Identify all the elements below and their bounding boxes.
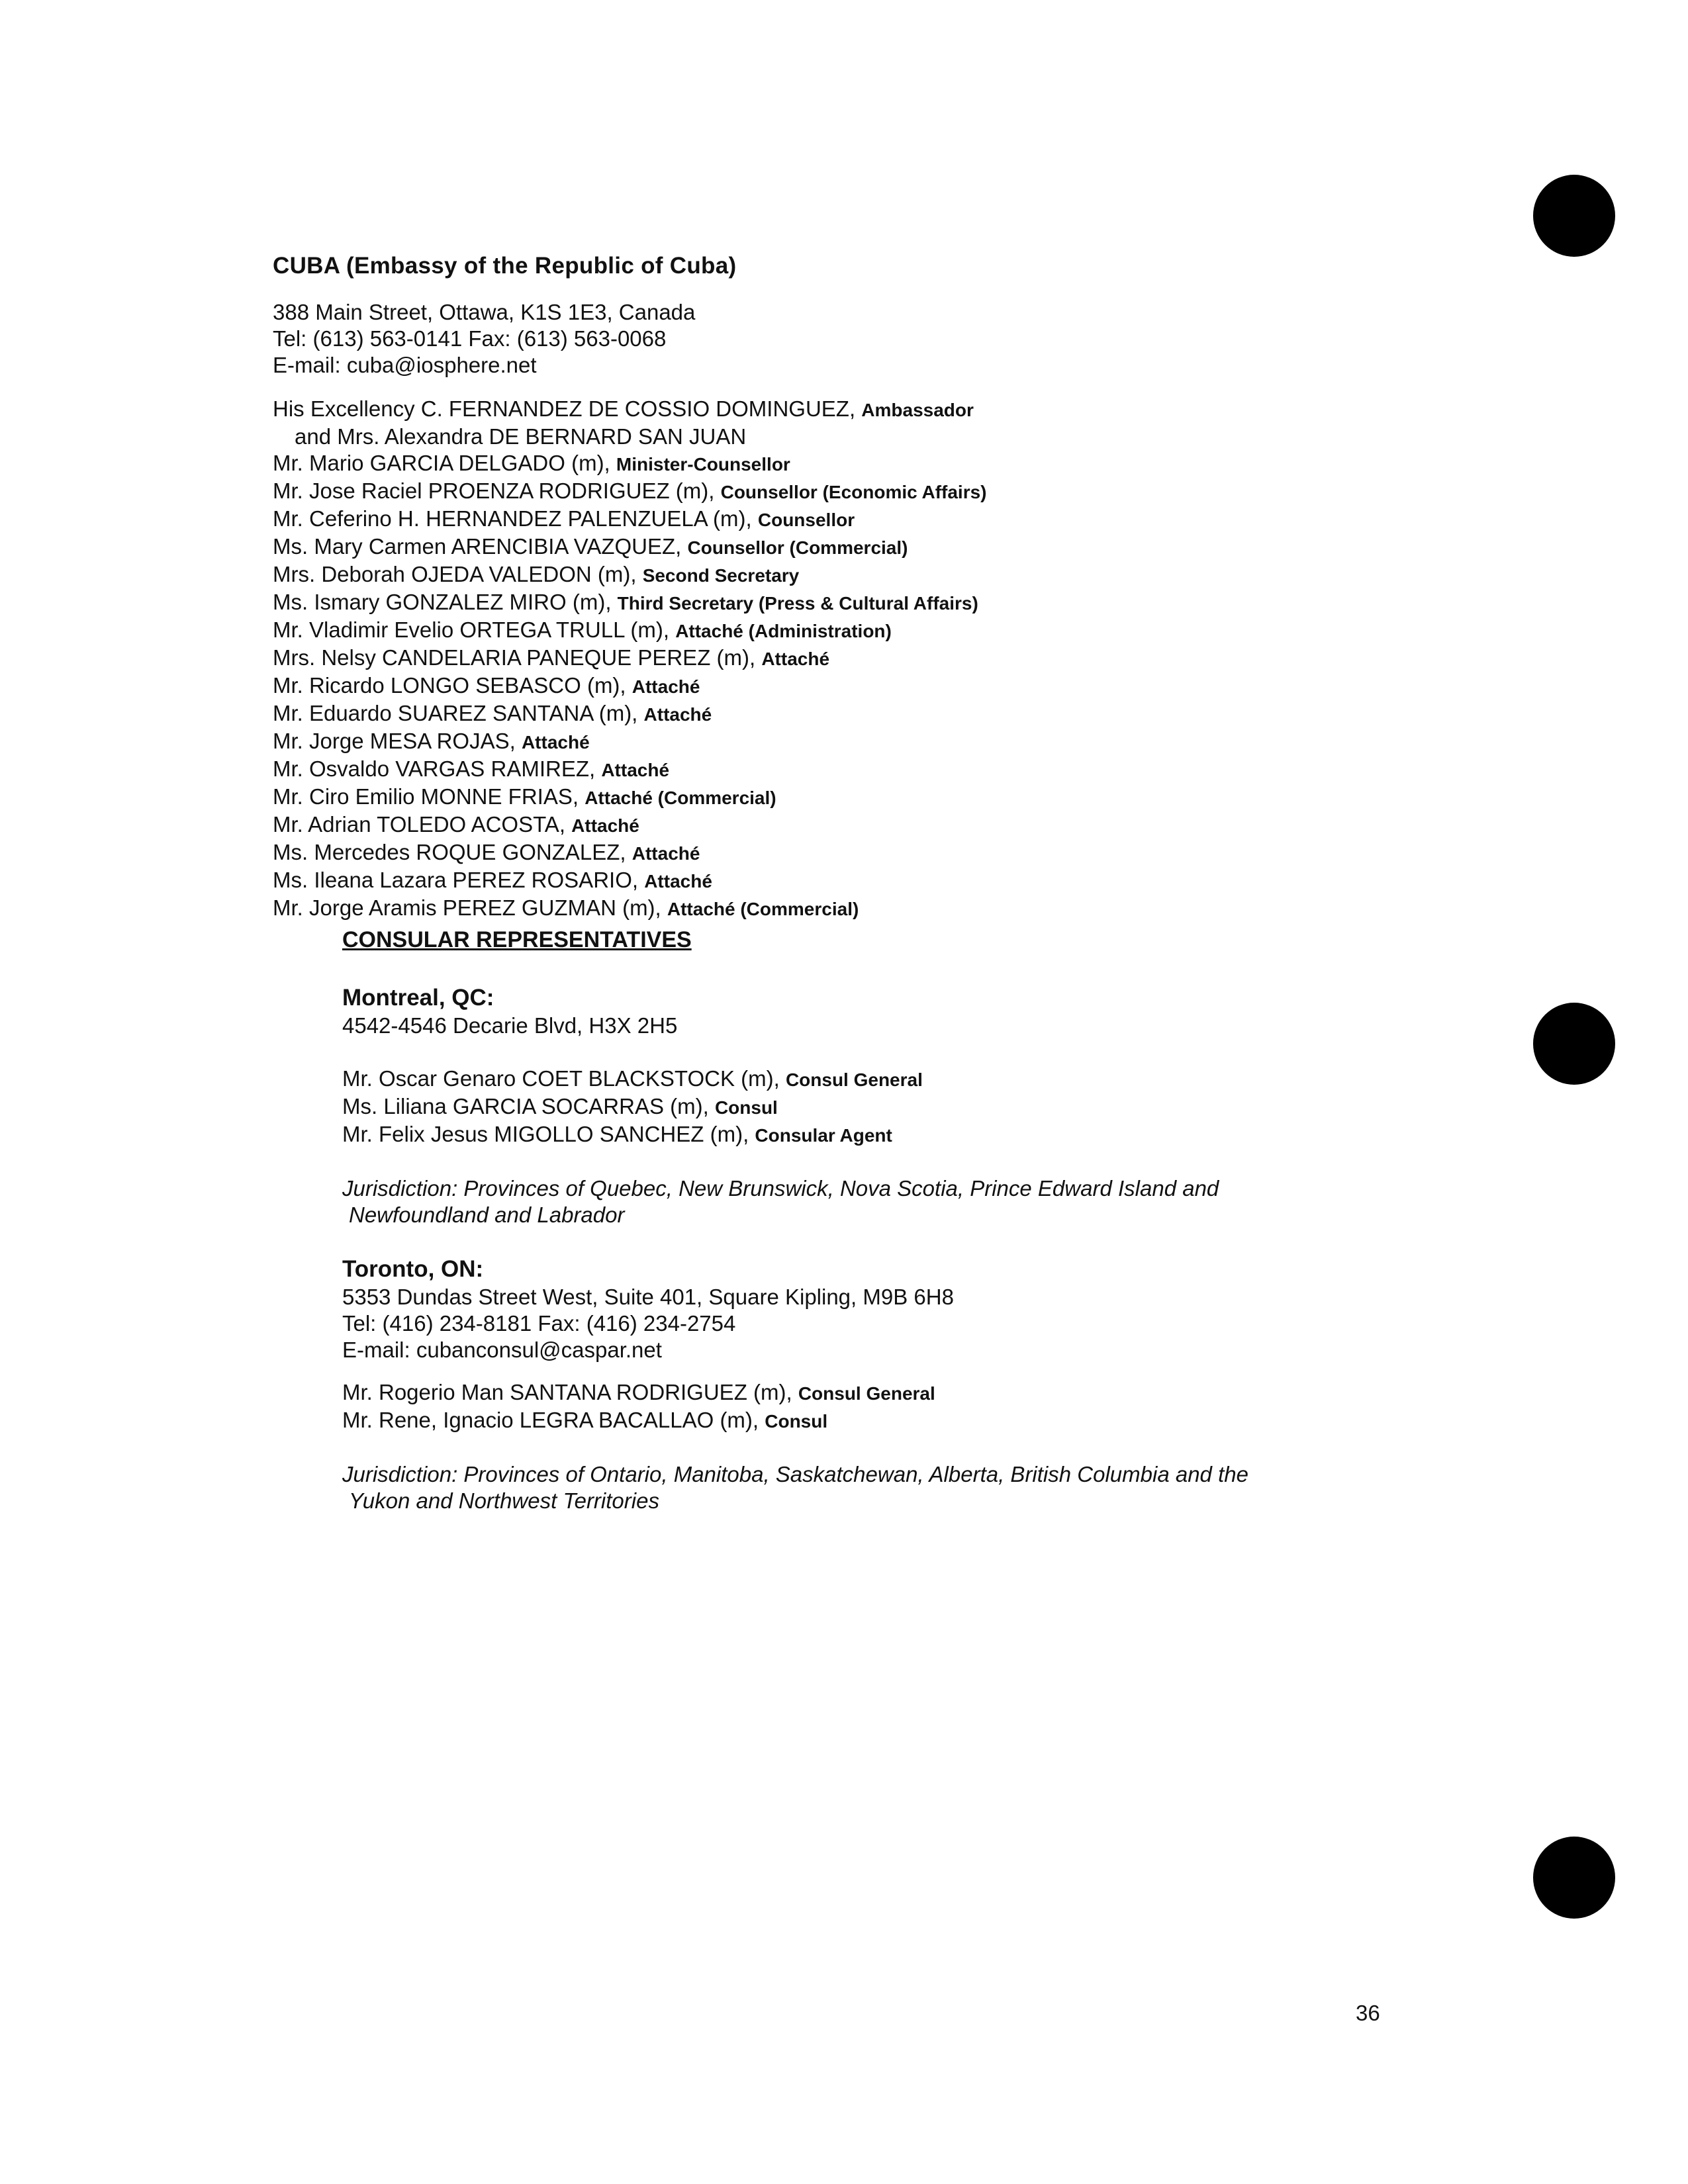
staff-title: Attaché [632,843,700,864]
staff-name: His Excellency C. FERNANDEZ DE COSSIO DOMINGUEZ, [273,396,862,421]
staff-title: Consul General [798,1383,935,1404]
staff-entry [273,450,1530,478]
staff-title: Ambassador [861,400,974,420]
staff-entry [273,617,1530,645]
staff-entry [273,533,1530,561]
toronto-city: Toronto, ON: [342,1256,484,1282]
staff-name: Mr. Ciro Emilio MONNE FRIAS, [273,784,585,809]
staff-name: Ms. Mary Carmen ARENCIBIA VAZQUEZ, [273,534,688,559]
staff-entry [342,1093,1567,1121]
staff-name: Mr. Ceferino H. HERNANDEZ PALENZUELA (m), [273,506,758,531]
staff-entry [273,756,1530,784]
embassy-contact [273,299,1530,379]
staff-title: Attaché [644,871,712,891]
toronto-address: 5353 Dundas Street West, Suite 401, Square Kipling, M9B 6H8 [342,1285,954,1309]
staff-entry [342,1379,1567,1407]
staff-name: Mr. Rene, Ignacio LEGRA BACALLAO (m), [342,1408,765,1432]
staff-entry [273,424,1530,450]
punch-hole [1533,175,1615,257]
montreal-jurisdiction: Jurisdiction: Provinces of Quebec, New Brunswick, Nova Scotia, Prince Edward Island and [342,1176,1219,1201]
toronto-phone: Tel: (416) 234-8181 Fax: (416) 234-2754 [342,1311,736,1336]
staff-name: and Mrs. Alexandra DE BERNARD SAN JUAN [295,424,747,449]
staff-entry [273,839,1530,867]
montreal-consulate [342,983,1567,1228]
staff-name: Ms. Liliana GARCIA SOCARRAS (m), [342,1094,715,1118]
embassy-email: E-mail: cuba@iosphere.net [273,353,537,377]
staff-entry [273,506,1530,533]
staff-title: Consul [765,1411,828,1432]
staff-title: Counsellor [757,510,855,530]
staff-entry [273,561,1530,589]
staff-entry [273,700,1530,728]
toronto-jurisdiction: Jurisdiction: Provinces of Ontario, Manitoba, Saskatchewan, Alberta, British Columbia and the [342,1462,1248,1486]
staff-title: Attaché [643,704,712,725]
staff-name: Mrs. Nelsy CANDELARIA PANEQUE PEREZ (m), [273,645,762,670]
page-number: 36 [1356,2001,1380,2025]
staff-title: Consular Agent [755,1125,892,1146]
toronto-email: E-mail: cubanconsul@caspar.net [342,1338,662,1362]
staff-entry [273,895,1530,923]
staff-entry [273,784,1530,811]
staff-title: Attaché [571,815,639,836]
punch-hole [1533,1837,1615,1919]
staff-title: Second Secretary [642,565,800,586]
staff-name: Mr. Jose Raciel PROENZA RODRIGUEZ (m), [273,478,721,503]
montreal-jurisdiction-cont: Newfoundland and Labrador [349,1203,625,1227]
staff-entry [273,478,1530,506]
staff-name: Ms. Ismary GONZALEZ MIRO (m), [273,590,618,614]
staff-entry [273,728,1530,756]
staff-title: Counsellor (Commercial) [687,537,908,558]
staff-name: Ms. Ileana Lazara PEREZ ROSARIO, [273,868,645,892]
embassy-phone: Tel: (613) 563-0141 Fax: (613) 563-0068 [273,326,667,351]
staff-name: Mr. Ricardo LONGO SEBASCO (m), [273,673,632,698]
embassy-address: 388 Main Street, Ottawa, K1S 1E3, Canada [273,300,696,324]
staff-name: Mr. Vladimir Evelio ORTEGA TRULL (m), [273,617,676,642]
staff-title: Attaché [632,676,700,697]
staff-entry [273,672,1530,700]
staff-entry [342,1121,1567,1149]
embassy-section [273,251,1530,923]
staff-title: Attaché [761,649,830,669]
staff-name: Ms. Mercedes ROQUE GONZALEZ, [273,840,632,864]
staff-entry [273,811,1530,839]
consular-heading: CONSULAR REPRESENTATIVES [342,927,692,952]
staff-title: Third Secretary (Press & Cultural Affairs) [617,593,978,614]
staff-title: Consul General [785,1069,923,1090]
staff-entry [273,867,1530,895]
staff-title: Attaché [601,760,670,780]
staff-title: Consul [714,1097,778,1118]
staff-entry [342,1407,1567,1435]
montreal-address: 4542-4546 Decarie Blvd, H3X 2H5 [342,1013,678,1038]
toronto-jurisdiction-cont: Yukon and Northwest Territories [349,1488,659,1513]
staff-name: Mr. Osvaldo VARGAS RAMIREZ, [273,756,602,781]
staff-title: Minister-Counsellor [616,454,790,475]
staff-title: Attaché (Administration) [675,621,892,641]
staff-name: Mr. Jorge MESA ROJAS, [273,729,522,753]
staff-name: Mr. Mario GARCIA DELGADO (m), [273,451,616,475]
staff-name: Mr. Oscar Genaro COET BLACKSTOCK (m), [342,1066,786,1091]
embassy-heading: CUBA (Embassy of the Republic of Cuba) [273,253,737,279]
staff-entry [273,396,1530,424]
staff-title: Attaché [521,732,590,752]
embassy-staff-list [273,396,1530,923]
staff-name: Mr. Adrian TOLEDO ACOSTA, [273,812,572,837]
staff-entry [273,589,1530,617]
staff-name: Mr. Rogerio Man SANTANA RODRIGUEZ (m), [342,1380,798,1404]
staff-name: Mrs. Deborah OJEDA VALEDON (m), [273,562,643,586]
staff-name: Mr. Felix Jesus MIGOLLO SANCHEZ (m), [342,1122,755,1146]
staff-name: Mr. Eduardo SUAREZ SANTANA (m), [273,701,644,725]
consular-section [342,925,1567,1514]
staff-entry [273,645,1530,672]
montreal-city: Montreal, QC: [342,985,494,1011]
toronto-consulate [342,1255,1567,1514]
staff-name: Mr. Jorge Aramis PEREZ GUZMAN (m), [273,895,667,920]
staff-title: Attaché (Commercial) [585,788,776,808]
staff-title: Attaché (Commercial) [667,899,859,919]
staff-entry [342,1066,1567,1093]
staff-title: Counsellor (Economic Affairs) [720,482,987,502]
